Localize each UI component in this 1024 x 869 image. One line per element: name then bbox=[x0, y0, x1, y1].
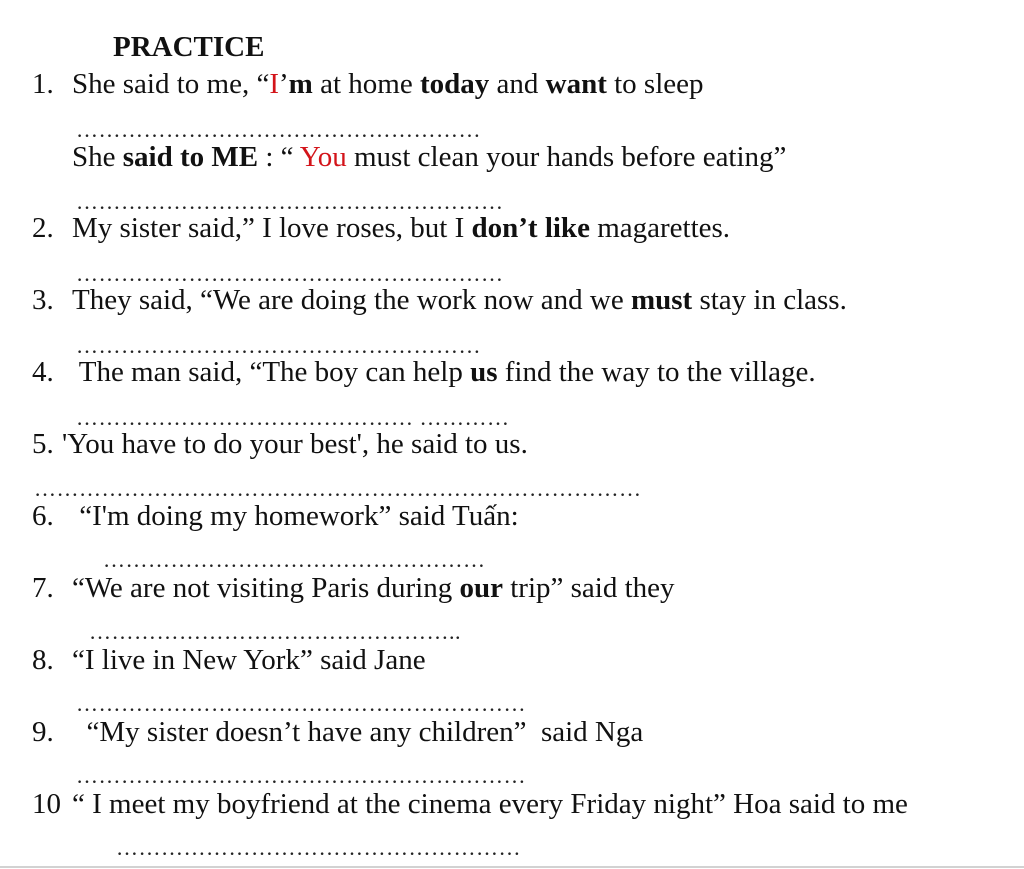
item-number: 7. bbox=[32, 572, 54, 604]
answer-line[interactable]: ………………………………………………… bbox=[76, 261, 504, 286]
item-number: 10 bbox=[32, 788, 61, 820]
sentence-text: 'You have to do your best', he said to us. bbox=[62, 428, 528, 460]
item-sentence bbox=[72, 211, 730, 245]
answer-line[interactable]: ………………………………………………… bbox=[76, 189, 504, 214]
item-number: 3. bbox=[32, 284, 54, 316]
answer-line[interactable]: ……………………………………………… bbox=[116, 835, 521, 860]
sentence-text: She bbox=[72, 141, 123, 173]
item-number: 9. bbox=[32, 716, 54, 748]
item-sentence bbox=[72, 140, 786, 174]
item-number: 4. bbox=[32, 356, 54, 388]
sentence-text: They said, “We are doing the work now and we bbox=[72, 284, 631, 316]
bold-word: said to ME bbox=[122, 141, 259, 173]
item-number: 2. bbox=[32, 212, 54, 244]
sentence-text: “My sister doesn’t have any children” said Nga bbox=[72, 716, 644, 748]
answer-line[interactable]: ……………………………………… ………… bbox=[76, 405, 510, 430]
answer-line[interactable]: …………………………………………………… bbox=[76, 763, 526, 788]
answer-line[interactable]: ……………………………………………………………………… bbox=[34, 476, 642, 501]
sentence-text: must clean your hands before eating” bbox=[346, 141, 787, 173]
page-bottom-divider bbox=[0, 866, 1024, 868]
answer-line[interactable]: ………………………………………….. bbox=[89, 619, 461, 644]
answer-line[interactable]: ……………………………………………… bbox=[76, 333, 481, 358]
sentence-text: My sister said,” I love roses, but I bbox=[72, 212, 472, 244]
sentence-text: “We are not visiting Paris during bbox=[72, 572, 460, 604]
bold-word: us bbox=[470, 356, 498, 388]
bold-word: our bbox=[459, 572, 503, 604]
item-sentence bbox=[72, 571, 675, 605]
highlighted-word: I bbox=[269, 68, 279, 100]
highlighted-word: You bbox=[299, 141, 347, 173]
item-sentence bbox=[72, 787, 908, 821]
answer-line[interactable]: …………………………………………… bbox=[103, 547, 486, 572]
sentence-text: “I live in New York” said Jane bbox=[72, 644, 426, 676]
item-sentence bbox=[72, 67, 704, 101]
bold-word: today bbox=[419, 68, 490, 100]
item-sentence bbox=[72, 643, 426, 677]
sentence-text: : “ bbox=[258, 141, 300, 173]
answer-line[interactable]: …………………………………………………… bbox=[76, 691, 526, 716]
sentence-text: at home bbox=[312, 68, 420, 100]
sentence-text: find the way to the village. bbox=[497, 356, 816, 388]
sentence-text: trip” said they bbox=[502, 572, 675, 604]
sentence-text: ’ bbox=[279, 68, 289, 100]
bold-word: don’t like bbox=[471, 212, 590, 244]
item-number: 5. bbox=[32, 428, 54, 460]
worksheet-title: PRACTICE bbox=[113, 31, 265, 63]
sentence-text: stay in class. bbox=[692, 284, 847, 316]
item-number: 6. bbox=[32, 500, 54, 532]
item-sentence bbox=[72, 283, 847, 317]
item-number: 8. bbox=[32, 644, 54, 676]
item-sentence bbox=[62, 427, 528, 461]
sentence-text: magarettes. bbox=[589, 212, 731, 244]
sentence-text: “ I meet my boyfriend at the cinema every Friday night” Hoa said to me bbox=[72, 788, 908, 820]
sentence-text: and bbox=[489, 68, 546, 100]
bold-word: m bbox=[288, 68, 313, 100]
sentence-text: She said to me, “ bbox=[72, 68, 270, 100]
sentence-text: “I'm doing my homework” said Tuấn: bbox=[72, 500, 519, 532]
bold-word: want bbox=[545, 68, 607, 100]
answer-line[interactable]: ……………………………………………… bbox=[76, 117, 481, 142]
sentence-text: The man said, “The boy can help bbox=[72, 356, 471, 388]
item-sentence bbox=[72, 715, 643, 749]
sentence-text: to sleep bbox=[606, 68, 704, 100]
bold-word: must bbox=[630, 284, 693, 316]
item-number: 1. bbox=[32, 68, 54, 100]
item-sentence bbox=[72, 355, 816, 389]
item-sentence bbox=[72, 499, 519, 533]
